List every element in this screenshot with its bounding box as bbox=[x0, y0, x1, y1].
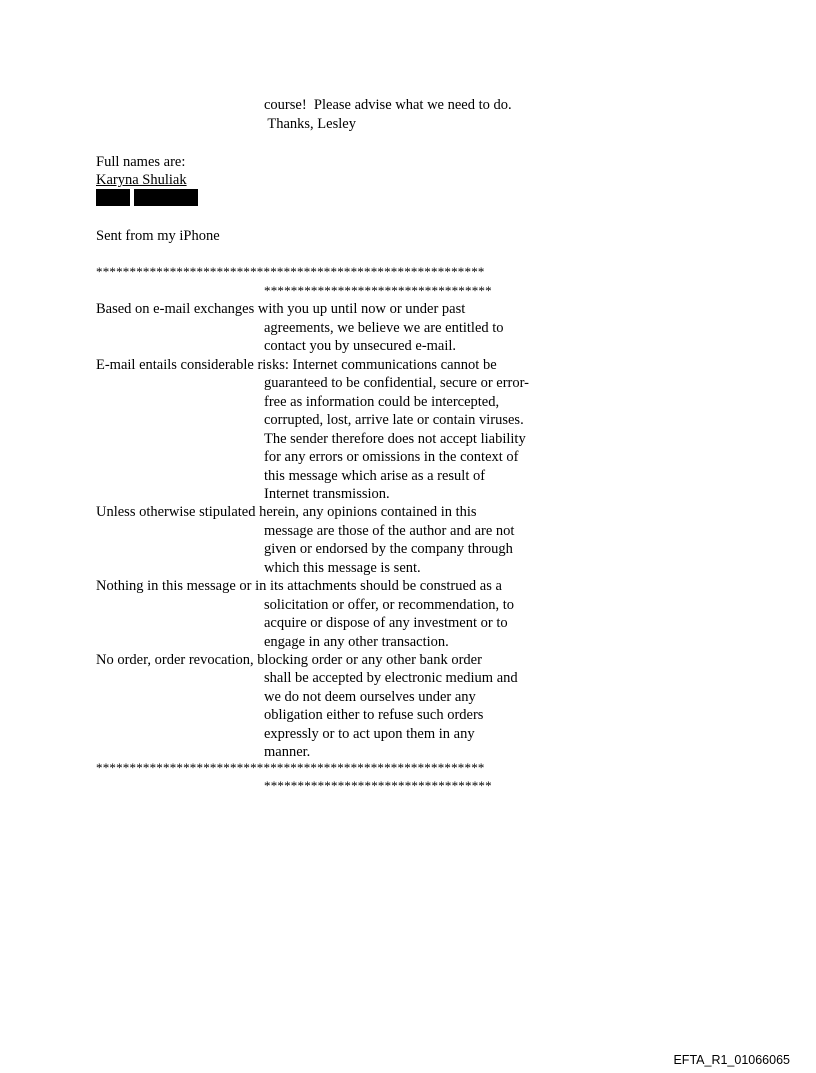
disclaimer-line: for any errors or omissions in the context of bbox=[264, 449, 519, 465]
document-id: EFTA_R1_01066065 bbox=[673, 1053, 790, 1067]
separator-stars: ********************************************************** bbox=[96, 264, 485, 279]
disclaimer-line: engage in any other transaction. bbox=[264, 634, 449, 650]
disclaimer-line: The sender therefore does not accept liability bbox=[264, 431, 526, 447]
disclaimer-line: Unless otherwise stipulated herein, any opinions contained in this bbox=[96, 504, 477, 520]
disclaimer-line: which this message is sent. bbox=[264, 560, 421, 576]
disclaimer-line: manner. bbox=[264, 744, 311, 760]
disclaimer-line: solicitation or offer, or recommendation, to bbox=[264, 597, 515, 613]
disclaimer-line: obligation either to refuse such orders bbox=[264, 707, 484, 723]
disclaimer-line: contact you by unsecured e-mail. bbox=[264, 338, 457, 354]
message-line: course! Please advise what we need to do. bbox=[264, 97, 512, 113]
disclaimer-line: given or endorsed by the company through bbox=[264, 541, 513, 557]
disclaimer-line: Nothing in this message or in its attachments should be construed as a bbox=[96, 578, 502, 594]
disclaimer-line: expressly or to act upon them in any bbox=[264, 726, 475, 742]
disclaimer-line: acquire or dispose of any investment or to bbox=[264, 615, 508, 631]
disclaimer-line: agreements, we believe we are entitled to bbox=[264, 320, 504, 336]
sent-from: Sent from my iPhone bbox=[96, 228, 220, 244]
name-entry: Karyna Shuliak bbox=[96, 172, 187, 188]
disclaimer-line: No order, order revocation, blocking order or any other bank order bbox=[96, 652, 482, 668]
separator-stars: ********************************** bbox=[264, 778, 492, 793]
separator-stars: ********************************** bbox=[264, 283, 492, 298]
disclaimer-line: message are those of the author and are not bbox=[264, 523, 515, 539]
redaction-block bbox=[96, 189, 130, 206]
disclaimer-line: Based on e-mail exchanges with you up until now or under past bbox=[96, 301, 466, 317]
disclaimer-line: guaranteed to be confidential, secure or error- bbox=[264, 375, 530, 391]
disclaimer-line: this message which arise as a result of bbox=[264, 468, 486, 484]
disclaimer-line: free as information could be intercepted, bbox=[264, 394, 500, 410]
redaction-block bbox=[134, 189, 198, 206]
message-signoff: Thanks, Lesley bbox=[264, 116, 356, 132]
disclaimer-line: corrupted, lost, arrive late or contain viruses. bbox=[264, 412, 524, 428]
disclaimer-line: Internet transmission. bbox=[264, 486, 390, 502]
disclaimer-line: we do not deem ourselves under any bbox=[264, 689, 476, 705]
separator-stars: ********************************************************** bbox=[96, 760, 485, 775]
names-heading: Full names are: bbox=[96, 154, 186, 170]
disclaimer-line: shall be accepted by electronic medium and bbox=[264, 670, 518, 686]
disclaimer-line: E-mail entails considerable risks: Internet communications cannot be bbox=[96, 357, 497, 373]
